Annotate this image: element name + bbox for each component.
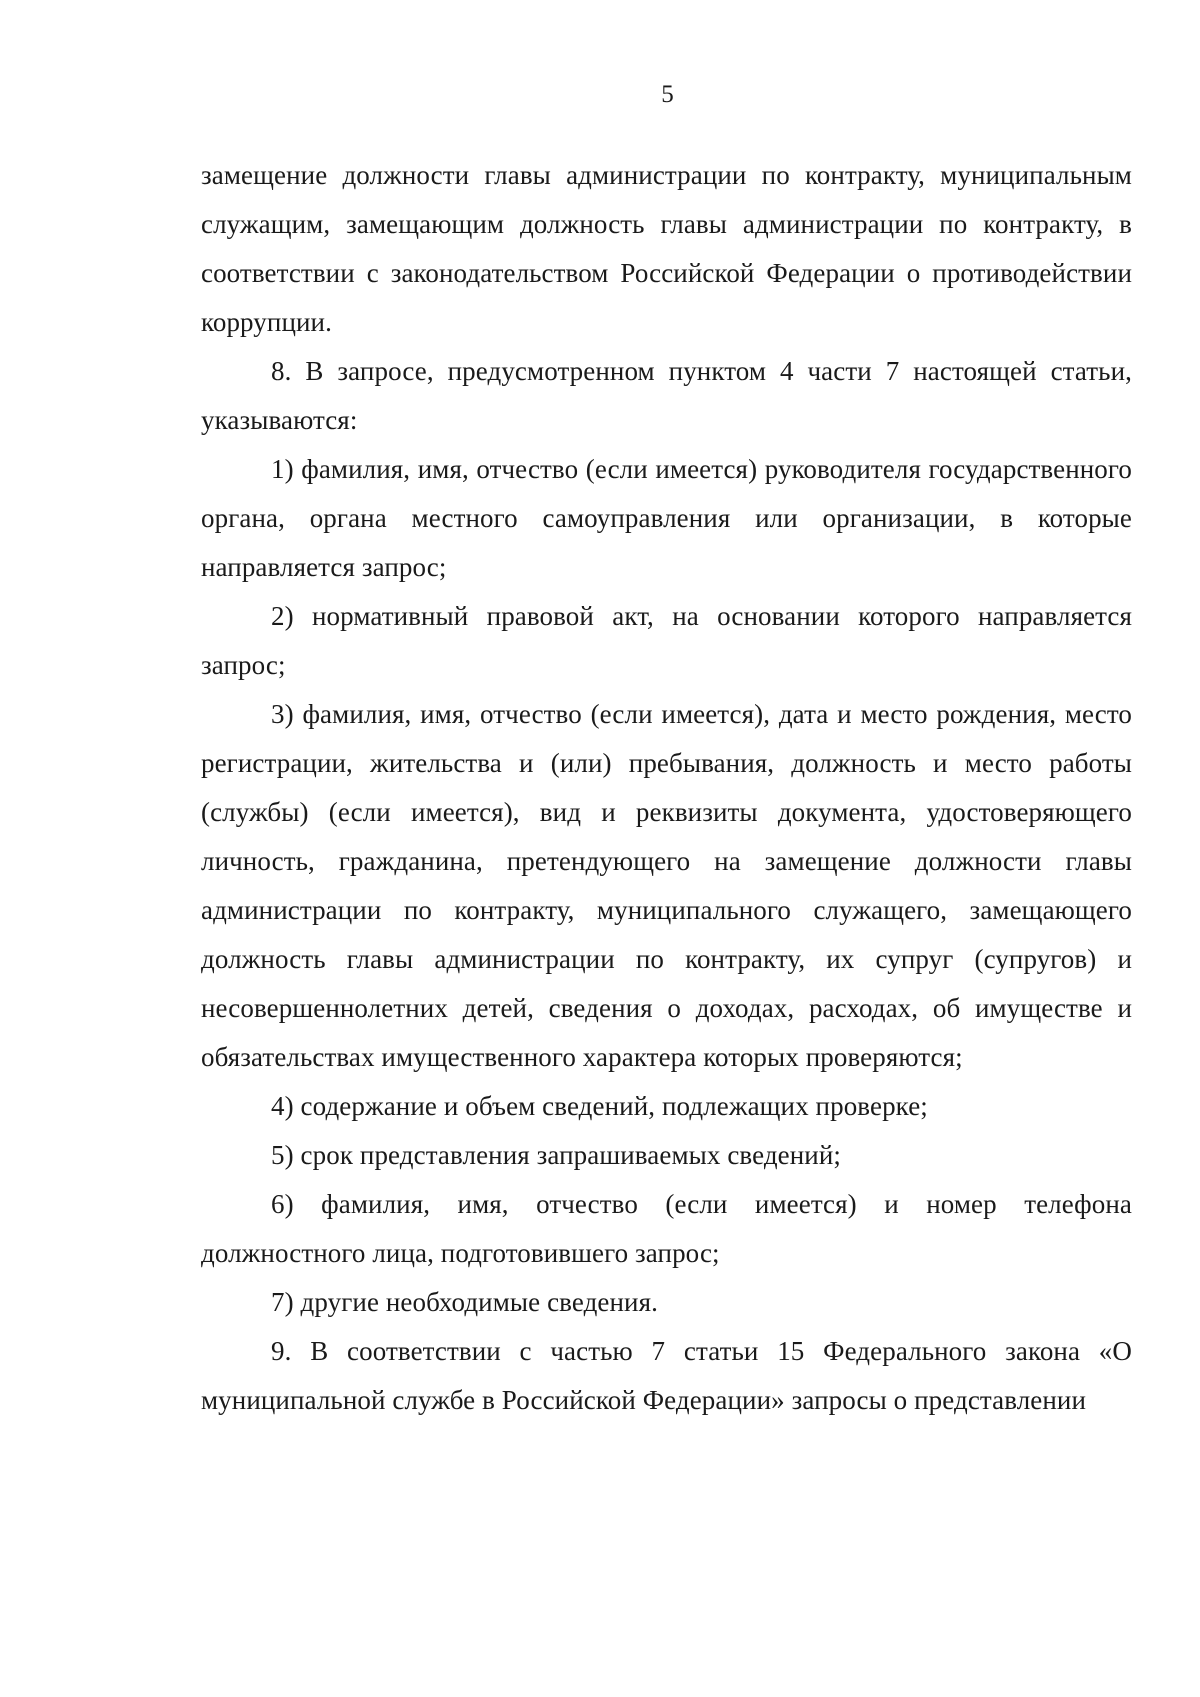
list-item-2: 2) нормативный правовой акт, на основании которого направляется запрос; bbox=[201, 601, 1132, 680]
page-number: 5 bbox=[661, 81, 674, 108]
list-item-3: 3) фамилия, имя, отчество (если имеется), дата и место рождения, место регистрации, жительства и (или) пребывания, должность и место работы (службы) (если имеется), вид и реквизиты документа, удостоверяющего личность, гражданина, претендующего на замещение должности главы администрации по контракту, муниципального служащего, замещающего должность главы администрации по контракту, их супруг (супругов) и несовершеннолетних детей, сведения о доходах, расходах, об имуществе и обязательствах имущественного характера которых проверяются; bbox=[201, 699, 1132, 1072]
list-item-1: 1) фамилия, имя, отчество (если имеется) руководителя государственного органа, органа местного самоуправления или организации, в которые направляется запрос; bbox=[201, 454, 1132, 582]
paragraph-item-9: 9. В соответствии с частью 7 статьи 15 Федерального закона «О муниципальной службе в Российской Федерации» запросы о представлении bbox=[201, 1336, 1132, 1415]
document-body bbox=[201, 151, 1132, 1425]
paragraph-continuation: замещение должности главы администрации по контракту, муниципальным служащим, замещающим должность главы администрации по контракту, в соответствии с законодательством Российской Федерации о противодействии коррупции. bbox=[201, 160, 1132, 337]
paragraph-item-8: 8. В запросе, предусмотренном пунктом 4 части 7 настоящей статьи, указываются: bbox=[201, 356, 1132, 435]
list-item-6: 6) фамилия, имя, отчество (если имеется) и номер телефона должностного лица, подготовившего запрос; bbox=[201, 1189, 1132, 1268]
list-item-4: 4) содержание и объем сведений, подлежащих проверке; bbox=[271, 1091, 928, 1121]
list-item-5: 5) срок представления запрашиваемых сведений; bbox=[271, 1140, 841, 1170]
list-item-7: 7) другие необходимые сведения. bbox=[271, 1287, 658, 1317]
